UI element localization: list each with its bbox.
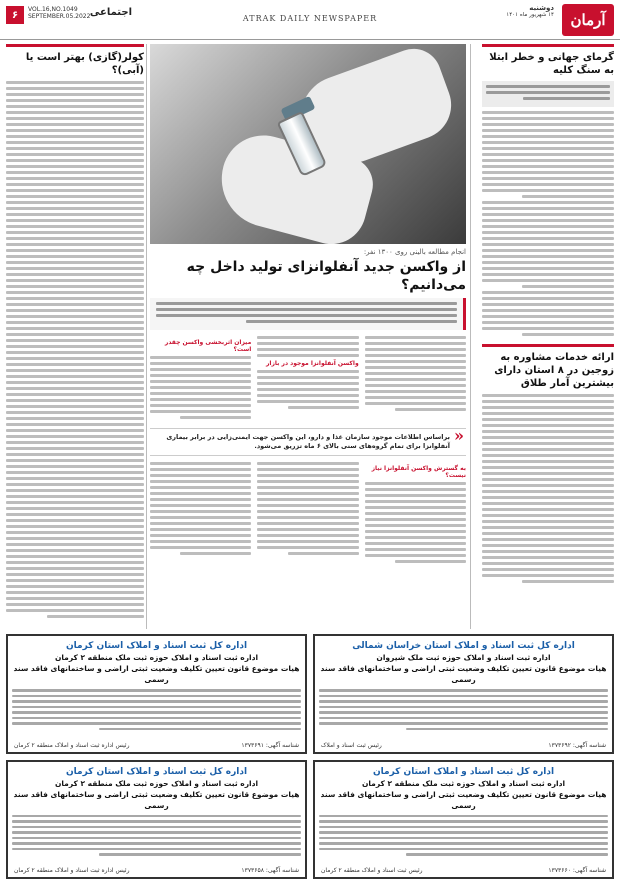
legal-notice[interactable] <box>313 760 614 880</box>
main-headline[interactable]: از واکسن جدید آنفلوانزای تولید داخل چه می‌دانیم؟ <box>186 259 466 293</box>
lead-box <box>482 81 614 107</box>
main-lead <box>150 298 466 330</box>
newspaper-logo: آرمان <box>562 4 614 36</box>
subhead: به گسترش واکسن آنفلوانزا نیاز نیست؟ <box>371 465 466 479</box>
notice-body-title: هیات موضوع قانون تعیین تکلیف وضعیت ثبتی اراضی و ساختمانهای فاقد سند رسمی <box>320 664 607 684</box>
notice-body <box>12 815 301 856</box>
page-header <box>0 0 620 40</box>
page-number: ۶ <box>6 6 24 24</box>
subhead: واکسن آنفلوانزا موجود در بازار <box>265 360 359 367</box>
legal-notices <box>6 634 614 879</box>
body-column <box>365 462 466 566</box>
main-body-columns <box>150 336 466 422</box>
section-name: اجتماعی <box>89 7 132 18</box>
body-column <box>150 336 251 422</box>
article-body <box>482 111 614 336</box>
column-divider <box>146 44 147 629</box>
notice-signature: رئیس اداره ثبت اسناد و املاک منطقه ۲ کرمان <box>14 867 130 874</box>
body-column <box>365 336 466 422</box>
notice-subtitle: اداره ثبت اسناد و املاک حوزه ثبت ملک منطقه ۲ کرمان <box>54 653 259 662</box>
header-date-fa: ۱۴ شهریور ماه ۱۴۰۱ <box>506 12 554 18</box>
notice-id: شناسه آگهی: ۱۳۷۳۶۵۸ <box>241 867 299 874</box>
date-line: SEPTEMBER.05.2022 <box>28 13 91 20</box>
notice-body-title: هیات موضوع قانون تعیین تکلیف وضعیت ثبتی اراضی و ساختمانهای فاقد سند رسمی <box>13 789 300 810</box>
article-body <box>482 394 614 583</box>
body-column <box>257 336 358 422</box>
right-column <box>482 44 614 629</box>
notice-signature: رئیس اداره ثبت اسناد و املاک منطقه ۲ کرمان <box>14 741 130 749</box>
notice-body <box>319 689 608 730</box>
quote-mark-icon: « <box>454 426 464 445</box>
main-kicker: انجام مطالعه بالینی روی ۱۳۰۰ نفر: <box>363 248 466 256</box>
volume-line: VOL.16,NO.1049 <box>28 6 78 13</box>
body-column <box>150 462 251 566</box>
notice-subtitle: اداره ثبت اسناد و املاک حوزه ثبت ملک منطقه ۲ کرمان <box>54 778 259 788</box>
pull-quote <box>150 428 466 456</box>
vaccine-photo <box>150 44 466 244</box>
notice-id: شناسه آگهی: ۱۳۷۳۶۹۲ <box>548 741 606 749</box>
main-body-columns-lower <box>150 462 466 566</box>
notice-body <box>319 815 608 856</box>
legal-notice[interactable] <box>6 634 307 754</box>
article-body <box>6 81 144 618</box>
notice-signature: رئیس ثبت اسناد و املاک <box>321 741 382 749</box>
column-divider <box>470 44 471 629</box>
body-column <box>257 462 358 566</box>
masthead: ATRAK DAILY NEWSPAPER <box>242 14 378 23</box>
notice-subtitle: اداره ثبت اسناد و املاک حوزه ثبت ملک منطقه ۲ کرمان <box>361 778 566 788</box>
notice-body <box>12 689 301 730</box>
legal-notice[interactable] <box>6 760 307 880</box>
pull-quote-text: براساس اطلاعات موجود سازمان غذا و دارو، این واکسن جهت ایمنی‌زایی در برابر بیماری آنفلوانزا برای تمام گروه‌های سنی بالای ۶ ماه تزریق می‌شود. <box>166 433 450 450</box>
header-date <box>494 5 554 19</box>
notice-title: اداره کل ثبت اسناد و املاک استان خراسان شمالی <box>352 641 575 651</box>
notice-body-title: هیات موضوع قانون تعیین تکلیف وضعیت ثبتی اراضی و ساختمانهای فاقد سند رسمی <box>13 664 300 684</box>
article-headline-cooler[interactable]: کولر(گازی) بهتر است یا (آبی)؟ <box>6 44 144 77</box>
notice-title: اداره کل ثبت اسناد و املاک استان کرمان <box>65 641 248 651</box>
notice-id: شناسه آگهی: ۱۳۷۳۶۹۱ <box>241 741 299 749</box>
notice-id: شناسه آگهی: ۱۳۷۳۶۶۰ <box>548 867 606 874</box>
notice-body-title: هیات موضوع قانون تعیین تکلیف وضعیت ثبتی اراضی و ساختمانهای فاقد سند رسمی <box>320 789 607 810</box>
subhead: میزان اثربخشی واکسن چقدر است؟ <box>164 339 252 353</box>
legal-notice[interactable] <box>313 634 614 754</box>
section-block <box>6 6 136 36</box>
main-column <box>150 44 466 629</box>
left-column <box>6 44 144 629</box>
header-day: دوشنبه <box>529 4 554 12</box>
notice-subtitle: اداره ثبت اسناد و املاک حوزه ثبت ملک شیروان <box>376 653 551 662</box>
article-headline-kidney[interactable]: گرمای جهانی و خطر ابتلا به سنگ کلیه <box>482 44 614 77</box>
notice-signature: رئیس ثبت اسناد و املاک منطقه ۲ کرمان <box>321 867 423 874</box>
notice-title: اداره کل ثبت اسناد و املاک استان کرمان <box>65 766 248 777</box>
volume-info <box>28 6 90 20</box>
notice-title: اداره کل ثبت اسناد و املاک استان کرمان <box>372 766 555 777</box>
article-headline-counseling[interactable]: ارائه خدمات مشاوره به زوجین در ۸ استان دارای بیشترین آمار طلاق <box>482 344 614 390</box>
